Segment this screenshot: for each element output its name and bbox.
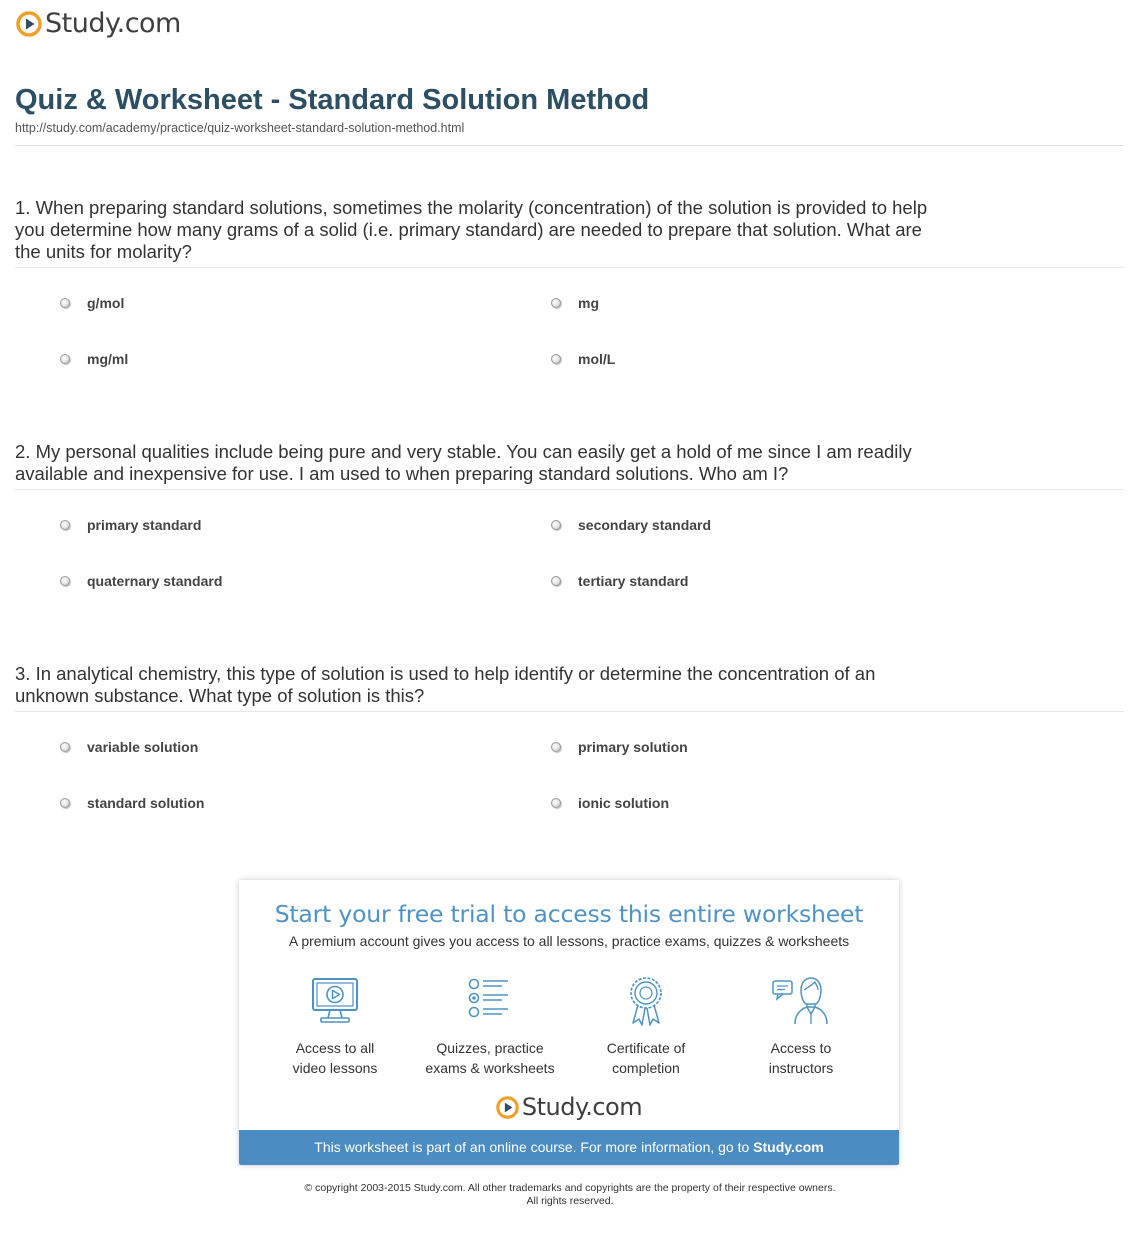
promo-info-bar <box>239 1130 899 1165</box>
radio-button[interactable] <box>60 742 70 752</box>
study-logo-text: Study.com <box>521 1093 643 1121</box>
feature-label-line1: Access to <box>770 1040 832 1056</box>
feature-quizzes <box>410 976 570 1078</box>
feature-video-lessons <box>255 976 415 1078</box>
header-divider <box>15 145 1124 146</box>
question-2-text: 2. My personal qualities include being pure and very stable. You can easily get a hold of me since I am readily available and inexpensive for use. I am used to when preparing standard solutions. Who am I? <box>15 441 912 484</box>
radio-button[interactable] <box>60 576 70 586</box>
q1-option-d[interactable] <box>551 351 615 367</box>
q3-option-c[interactable] <box>60 795 204 811</box>
checklist-icon <box>464 976 516 1026</box>
copyright-footer <box>0 1182 1140 1208</box>
q2-option-c[interactable] <box>60 573 222 589</box>
certificate-ribbon-icon <box>620 976 672 1026</box>
promo-bar-text: This worksheet is part of an online course. For more information, go to <box>314 1139 754 1155</box>
instructor-chat-icon <box>771 976 831 1026</box>
video-monitor-icon <box>309 976 361 1026</box>
q3-option-d[interactable] <box>551 795 669 811</box>
radio-button[interactable] <box>60 354 70 364</box>
option-label: ionic solution <box>578 795 669 811</box>
q3-option-b[interactable] <box>551 739 688 755</box>
option-label: quaternary standard <box>87 573 223 589</box>
question-3-divider <box>15 711 1124 712</box>
radio-button[interactable] <box>60 520 70 530</box>
option-label: tertiary standard <box>578 573 689 589</box>
study-logo-icon <box>496 1096 519 1119</box>
radio-button[interactable] <box>551 520 561 530</box>
q1-option-b[interactable] <box>551 295 599 311</box>
copyright-line2: All rights reserved. <box>526 1195 614 1207</box>
option-label: mol/L <box>578 351 616 367</box>
radio-button[interactable] <box>551 354 561 364</box>
free-trial-promo[interactable] <box>239 880 899 1165</box>
feature-label-line1: Access to all <box>295 1040 375 1056</box>
question-1-text: 1. When preparing standard solutions, sometimes the molarity (concentration) of the solution is provided to help you determine how many grams of a solid (i.e. primary standard) are needed to prepare that solution. What are the units for molarity? <box>15 197 928 262</box>
q3-option-a[interactable] <box>60 739 198 755</box>
q1-option-a[interactable] <box>60 295 124 311</box>
q2-option-d[interactable] <box>551 573 688 589</box>
option-label: standard solution <box>87 795 205 811</box>
feature-label-line2: exams & worksheets <box>425 1060 555 1076</box>
study-logo-text: Study.com <box>45 8 181 39</box>
q2-option-a[interactable] <box>60 517 201 533</box>
promo-study-logo[interactable] <box>239 1092 899 1122</box>
feature-label-line1: Certificate of <box>606 1040 686 1056</box>
copyright-line1: © copyright 2003-2015 Study.com. All other trademarks and copyrights are the property of their respective owners. <box>304 1182 836 1194</box>
option-label: g/mol <box>87 295 125 311</box>
feature-label-line2: video lessons <box>292 1060 378 1076</box>
question-3-text: 3. In analytical chemistry, this type of solution is used to help identify or determine the concentration of an unknown substance. What type of solution is this? <box>15 663 876 706</box>
feature-label-line2: completion <box>612 1060 680 1076</box>
radio-button[interactable] <box>60 798 70 808</box>
study-logo-icon <box>16 11 42 37</box>
q1-option-c[interactable] <box>60 351 128 367</box>
option-label: mg/ml <box>87 351 129 367</box>
radio-button[interactable] <box>551 798 561 808</box>
radio-button[interactable] <box>551 742 561 752</box>
option-label: primary solution <box>578 739 688 755</box>
radio-button[interactable] <box>551 576 561 586</box>
question-1-divider <box>15 267 1124 268</box>
option-label: variable solution <box>87 739 199 755</box>
feature-certificate <box>566 976 726 1078</box>
promo-bar-link[interactable]: Study.com <box>753 1139 824 1155</box>
option-label: secondary standard <box>578 517 712 533</box>
feature-label-line1: Quizzes, practice <box>436 1040 544 1056</box>
option-label: mg <box>578 295 599 311</box>
page-url[interactable]: http://study.com/academy/practice/quiz-worksheet-standard-solution-method.html <box>15 121 465 135</box>
q2-option-b[interactable] <box>551 517 711 533</box>
promo-subtitle: A premium account gives you access to all lessons, practice exams, quizzes & worksheets <box>288 933 850 949</box>
study-logo[interactable] <box>16 9 181 39</box>
feature-instructors <box>721 976 881 1078</box>
promo-title[interactable]: Start your free trial to access this entire worksheet <box>274 900 864 928</box>
page-title: Quiz & Worksheet - Standard Solution Method <box>15 84 650 116</box>
question-2-divider <box>15 489 1124 490</box>
radio-button[interactable] <box>60 298 70 308</box>
option-label: primary standard <box>87 517 202 533</box>
feature-label-line2: instructors <box>768 1060 834 1076</box>
radio-button[interactable] <box>551 298 561 308</box>
